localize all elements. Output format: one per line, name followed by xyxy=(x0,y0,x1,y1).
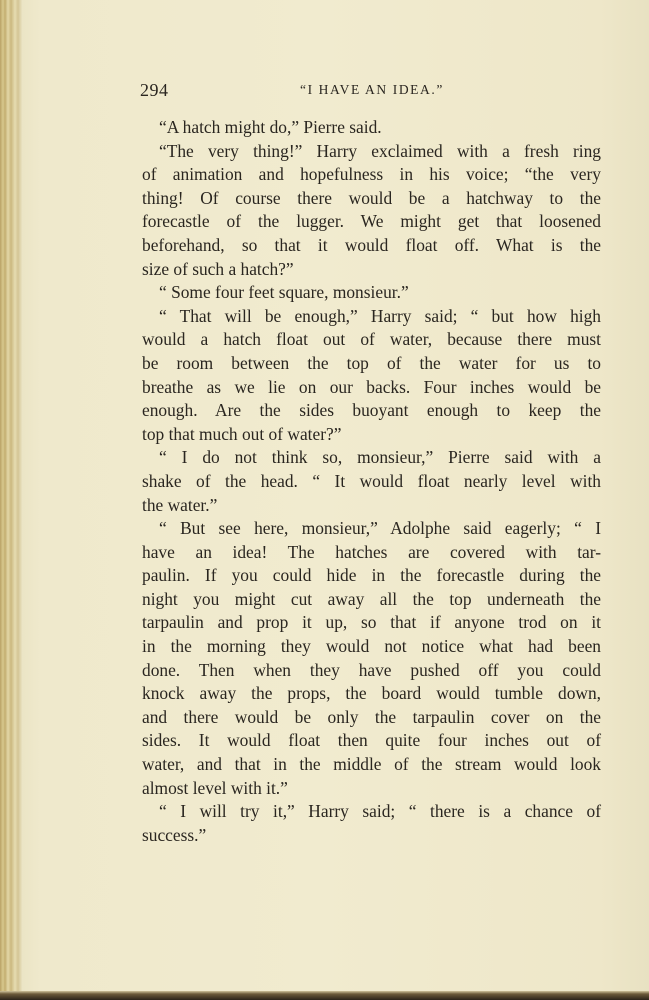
text-line: “ I will try it,” Harry said; “ there is a chance of xyxy=(159,801,601,822)
text-line: tarpaulin and prop it up, so that if anyone trod on it xyxy=(142,612,601,633)
text-line: size of such a hatch?” xyxy=(142,258,294,279)
text-line: thing! Of course there would be a hatchway to the xyxy=(142,187,601,208)
text-line: beforehand, so that it would float off. What is the xyxy=(142,234,601,255)
text-line: top that much out of water?” xyxy=(142,423,342,444)
text-line: enough. Are the sides buoyant enough to keep the xyxy=(142,400,601,421)
text-line: of animation and hopefulness in his voice; “the very xyxy=(142,164,601,185)
text-line: and there would be only the tarpaulin cover on the xyxy=(142,706,601,727)
text-line: knock away the props, the board would tumble down, xyxy=(142,683,601,704)
text-line: “ But see here, monsieur,” Adolphe said eagerly; “ I xyxy=(159,518,601,539)
page-header xyxy=(140,80,602,104)
page-number: 294 xyxy=(140,80,169,100)
text-line: “A hatch might do,” Pierre said. xyxy=(159,117,382,137)
running-head: “I HAVE AN IDEA.” xyxy=(300,82,444,97)
text-line: water, and that in the middle of the stream would look xyxy=(142,754,601,775)
text-line: the water.” xyxy=(142,494,218,515)
text-line: forecastle of the lugger. We might get that loosened xyxy=(142,211,601,232)
text-line: in the morning they would not notice what had been xyxy=(142,636,601,657)
page-spine-edge xyxy=(0,0,22,1000)
text-line: have an idea! The hatches are covered with tar- xyxy=(142,541,601,562)
text-line: “ I do not think so, monsieur,” Pierre said with a xyxy=(159,447,601,468)
body-text xyxy=(142,116,601,847)
text-line: “The very thing!” Harry exclaimed with a fresh ring xyxy=(159,140,601,161)
text-line: “ Some four feet square, monsieur.” xyxy=(159,282,409,303)
page-bottom-edge xyxy=(0,991,649,1000)
text-line: be room between the top of the water for us to xyxy=(142,352,601,373)
text-line: night you might cut away all the top underneath the xyxy=(142,588,601,609)
text-line: “ That will be enough,” Harry said; “ but how high xyxy=(159,305,601,326)
text-line: would a hatch float out of water, because there must xyxy=(142,329,601,350)
text-line: sides. It would float then quite four inches out of xyxy=(142,730,601,751)
text-line: shake of the head. “ It would float nearly level with xyxy=(142,470,601,491)
text-line: success.” xyxy=(142,824,207,845)
text-line: done. Then when they have pushed off you could xyxy=(142,659,601,680)
text-line: breathe as we lie on our backs. Four inches would be xyxy=(142,376,601,397)
text-line: paulin. If you could hide in the forecastle during the xyxy=(142,565,601,586)
text-line: almost level with it.” xyxy=(142,777,288,798)
